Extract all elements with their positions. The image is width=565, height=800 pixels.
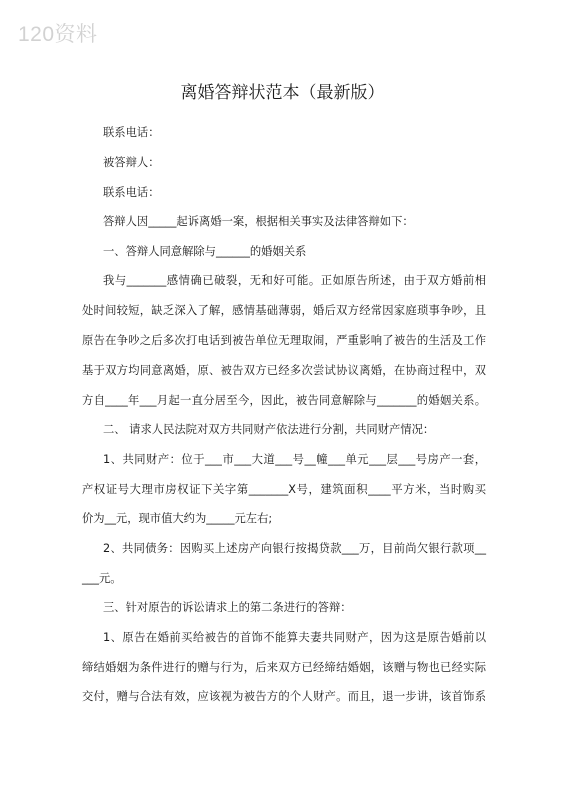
paragraph-line: ___元。 xyxy=(82,572,122,585)
paragraph-line: 原告在争吵之后多次打电话到被告单位无理取闹，严重影响了被告的生活及工作 xyxy=(82,334,486,347)
respondent-label: 被答辩人： xyxy=(103,156,160,169)
paragraph-line: 我与_______感情确已破裂，无和好可能。正如原告所述，由于双方婚前相 xyxy=(103,274,486,287)
contact-phone-label: 联系电话： xyxy=(103,126,160,139)
paragraph-line: 缔结婚姻为条件进行的赠与行为，后来双方已经缔结婚姻，该赠与物也已经实际 xyxy=(82,661,486,674)
paragraph-line: 价为__元，现市值大约为_____元左右; xyxy=(82,512,273,525)
contact-phone-label-2: 联系电话： xyxy=(103,186,160,199)
intro-paragraph: 答辩人因_____起诉离婚一案，根据相关事实及法律答辩如下： xyxy=(103,215,414,228)
watermark-logo: 120资料 xyxy=(18,23,98,46)
paragraph-line: 1、原告在婚前买给被告的首饰不能算夫妻共同财产，因为这是原告婚前以 xyxy=(103,631,486,644)
paragraph-line: 2、共同债务：因购买上述房产向银行按揭贷款___万，目前尚欠银行款项__ xyxy=(103,542,486,555)
paragraph-line: 产权证号大理市房权证下关字第_______X号，建筑面积____平方米，当时购买 xyxy=(82,483,486,496)
section-heading-1: 一、答辩人同意解除与______的婚姻关系 xyxy=(103,245,307,258)
section-heading-3: 三、针对原告的诉讼请求上的第二条进行的答辩： xyxy=(103,601,352,614)
paragraph-line: 处时间较短，缺乏深入了解，感情基础薄弱，婚后双方经常因家庭琐事争吵，且 xyxy=(82,304,486,317)
paragraph-line: 方自____年___月起一直分居至今，因此，被告同意解除与_______的婚姻关系。 xyxy=(82,394,486,407)
document-title: 离婚答辩状范本（最新版） xyxy=(180,83,385,103)
paragraph-line: 交付，赠与合法有效，应该视为被告方的个人财产。而且，退一步讲，该首饰系 xyxy=(82,690,486,703)
paragraph-line: 1、共同财产：位于___市___大道___号__幢___单元___层___号房产一套， xyxy=(103,453,486,466)
paragraph-line: 基于双方均同意离婚，原、被告双方已经多次尝试协议离婚，在协商过程中，双 xyxy=(82,364,486,377)
section-heading-2: 二、 请求人民法院对双方共同财产依法进行分割，共同财产情况： xyxy=(103,423,435,436)
